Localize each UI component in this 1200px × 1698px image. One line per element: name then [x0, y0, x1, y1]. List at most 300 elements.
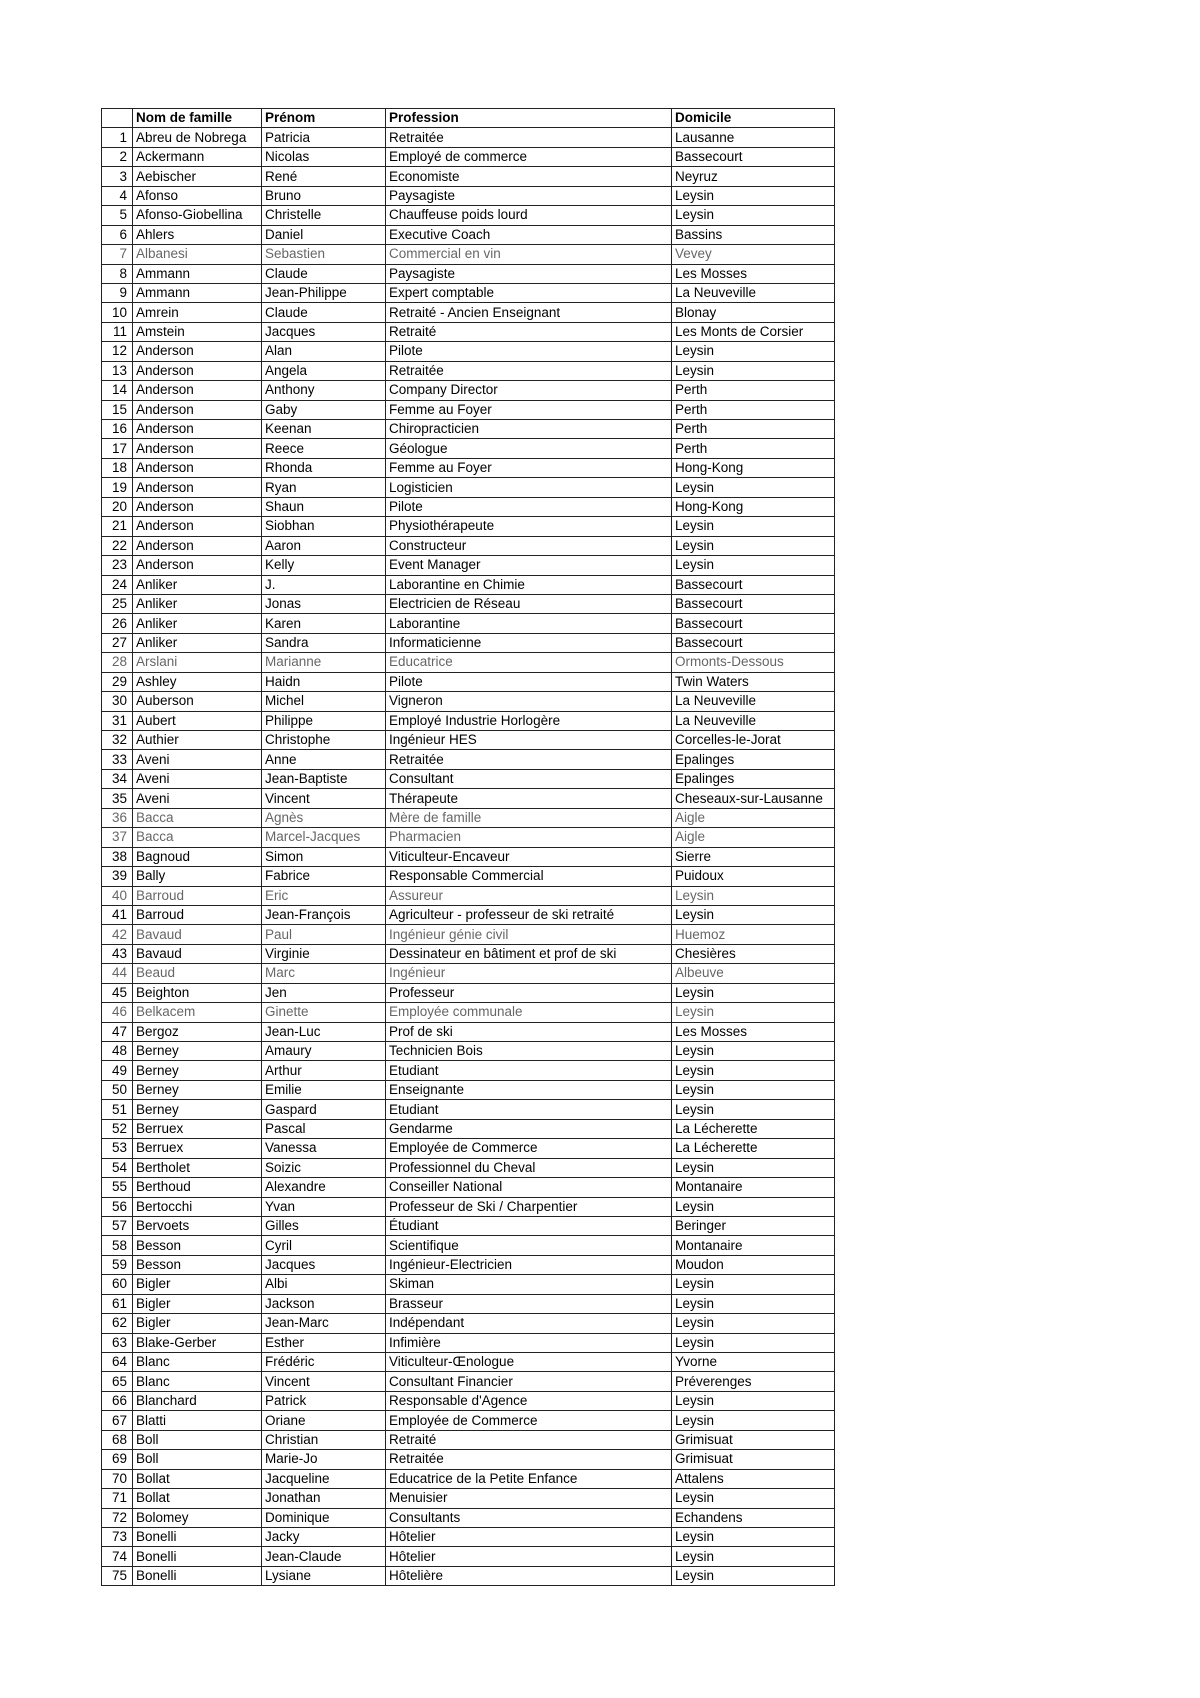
- nom-cell: Bacca: [133, 828, 262, 847]
- profession-cell: Executive Coach: [386, 225, 672, 244]
- profession-cell: Professeur: [386, 983, 672, 1002]
- nom-cell: Boll: [133, 1430, 262, 1449]
- row-index: 48: [102, 1042, 133, 1061]
- profession-cell: Retraité - Ancien Enseignant: [386, 303, 672, 322]
- nom-cell: Bigler: [133, 1314, 262, 1333]
- table-row: [102, 711, 835, 730]
- header-domicile: Domicile: [672, 109, 835, 128]
- nom-cell: Anderson: [133, 478, 262, 497]
- profession-cell: Infimière: [386, 1333, 672, 1352]
- table-row: [102, 128, 835, 147]
- nom-cell: Berney: [133, 1080, 262, 1099]
- domicile-cell: Epalinges: [672, 750, 835, 769]
- domicile-cell: Leysin: [672, 206, 835, 225]
- nom-cell: Barroud: [133, 886, 262, 905]
- nom-cell: Bollat: [133, 1489, 262, 1508]
- row-index: 19: [102, 478, 133, 497]
- profession-cell: Vigneron: [386, 692, 672, 711]
- table-row: [102, 575, 835, 594]
- header-nom: Nom de famille: [133, 109, 262, 128]
- row-index: 55: [102, 1178, 133, 1197]
- names-table: [101, 108, 835, 1586]
- prenom-cell: Jen: [262, 983, 386, 1002]
- nom-cell: Berney: [133, 1100, 262, 1119]
- prenom-cell: Albi: [262, 1275, 386, 1294]
- table-row: [102, 1255, 835, 1274]
- nom-cell: Anderson: [133, 420, 262, 439]
- row-index: 39: [102, 867, 133, 886]
- profession-cell: Brasseur: [386, 1294, 672, 1313]
- row-index: 32: [102, 731, 133, 750]
- table-row: [102, 536, 835, 555]
- table-row: [102, 594, 835, 613]
- domicile-cell: Bassecourt: [672, 575, 835, 594]
- row-index: 17: [102, 439, 133, 458]
- prenom-cell: Claude: [262, 303, 386, 322]
- domicile-cell: Leysin: [672, 1527, 835, 1546]
- row-index: 9: [102, 283, 133, 302]
- domicile-cell: Hong-Kong: [672, 497, 835, 516]
- row-index: 45: [102, 983, 133, 1002]
- profession-cell: Dessinateur en bâtiment et prof de ski: [386, 944, 672, 963]
- domicile-cell: La Neuveville: [672, 692, 835, 711]
- row-index: 53: [102, 1139, 133, 1158]
- nom-cell: Bergoz: [133, 1022, 262, 1041]
- prenom-cell: Yvan: [262, 1197, 386, 1216]
- nom-cell: Ammann: [133, 264, 262, 283]
- profession-cell: Expert comptable: [386, 283, 672, 302]
- prenom-cell: Frédéric: [262, 1353, 386, 1372]
- profession-cell: Assureur: [386, 886, 672, 905]
- prenom-cell: Bruno: [262, 186, 386, 205]
- profession-cell: Géologue: [386, 439, 672, 458]
- table-row: [102, 517, 835, 536]
- profession-cell: Ingénieur-Electricien: [386, 1255, 672, 1274]
- row-index: 27: [102, 633, 133, 652]
- prenom-cell: Jean-Marc: [262, 1314, 386, 1333]
- row-index: 47: [102, 1022, 133, 1041]
- table-row: [102, 400, 835, 419]
- table-row: [102, 672, 835, 691]
- domicile-cell: Grimisuat: [672, 1450, 835, 1469]
- prenom-cell: Agnès: [262, 808, 386, 827]
- prenom-cell: Jacques: [262, 322, 386, 341]
- prenom-cell: Angela: [262, 361, 386, 380]
- nom-cell: Anderson: [133, 439, 262, 458]
- domicile-cell: Leysin: [672, 1197, 835, 1216]
- profession-cell: Employée de Commerce: [386, 1139, 672, 1158]
- nom-cell: Aveni: [133, 769, 262, 788]
- row-index: 26: [102, 614, 133, 633]
- profession-cell: Retraitée: [386, 750, 672, 769]
- prenom-cell: Marc: [262, 964, 386, 983]
- prenom-cell: Jean-François: [262, 905, 386, 924]
- row-index: 22: [102, 536, 133, 555]
- profession-cell: Conseiller National: [386, 1178, 672, 1197]
- table-row: [102, 653, 835, 672]
- row-index: 25: [102, 594, 133, 613]
- row-index: 67: [102, 1411, 133, 1430]
- profession-cell: Ingénieur génie civil: [386, 925, 672, 944]
- prenom-cell: Michel: [262, 692, 386, 711]
- row-index: 28: [102, 653, 133, 672]
- prenom-cell: Jean-Baptiste: [262, 769, 386, 788]
- row-index: 59: [102, 1255, 133, 1274]
- table-row: [102, 1508, 835, 1527]
- domicile-cell: Leysin: [672, 517, 835, 536]
- profession-cell: Ingénieur: [386, 964, 672, 983]
- prenom-cell: Simon: [262, 847, 386, 866]
- profession-cell: Technicien Bois: [386, 1042, 672, 1061]
- table-row: [102, 1430, 835, 1449]
- profession-cell: Enseignante: [386, 1080, 672, 1099]
- prenom-cell: Jacqueline: [262, 1469, 386, 1488]
- nom-cell: Barroud: [133, 905, 262, 924]
- domicile-cell: Bassecourt: [672, 147, 835, 166]
- domicile-cell: Leysin: [672, 886, 835, 905]
- prenom-cell: Esther: [262, 1333, 386, 1352]
- header-profession: Profession: [386, 109, 672, 128]
- prenom-cell: Philippe: [262, 711, 386, 730]
- table-row: [102, 1216, 835, 1235]
- nom-cell: Anliker: [133, 575, 262, 594]
- profession-cell: Retraité: [386, 1430, 672, 1449]
- nom-cell: Beighton: [133, 983, 262, 1002]
- prenom-cell: Alan: [262, 342, 386, 361]
- prenom-cell: Gilles: [262, 1216, 386, 1235]
- table-row: [102, 886, 835, 905]
- prenom-cell: Eric: [262, 886, 386, 905]
- nom-cell: Bonelli: [133, 1566, 262, 1585]
- table-row: [102, 983, 835, 1002]
- nom-cell: Bigler: [133, 1294, 262, 1313]
- prenom-cell: Emilie: [262, 1080, 386, 1099]
- table-row: [102, 1469, 835, 1488]
- prenom-cell: Marie-Jo: [262, 1450, 386, 1469]
- row-index: 72: [102, 1508, 133, 1527]
- domicile-cell: Moudon: [672, 1255, 835, 1274]
- domicile-cell: Les Mosses: [672, 1022, 835, 1041]
- row-index: 3: [102, 167, 133, 186]
- profession-cell: Electricien de Réseau: [386, 594, 672, 613]
- table-row: [102, 1566, 835, 1585]
- domicile-cell: Huemoz: [672, 925, 835, 944]
- nom-cell: Bonelli: [133, 1547, 262, 1566]
- profession-cell: Paysagiste: [386, 264, 672, 283]
- table-row: [102, 1372, 835, 1391]
- table-row: [102, 1450, 835, 1469]
- nom-cell: Bollat: [133, 1469, 262, 1488]
- nom-cell: Anderson: [133, 536, 262, 555]
- domicile-cell: Sierre: [672, 847, 835, 866]
- domicile-cell: Bassecourt: [672, 633, 835, 652]
- domicile-cell: La Lécherette: [672, 1139, 835, 1158]
- profession-cell: Scientifique: [386, 1236, 672, 1255]
- domicile-cell: Leysin: [672, 186, 835, 205]
- profession-cell: Event Manager: [386, 556, 672, 575]
- nom-cell: Authier: [133, 731, 262, 750]
- table-row: [102, 147, 835, 166]
- nom-cell: Anliker: [133, 633, 262, 652]
- domicile-cell: La Neuveville: [672, 283, 835, 302]
- nom-cell: Anderson: [133, 400, 262, 419]
- nom-cell: Bavaud: [133, 944, 262, 963]
- domicile-cell: Leysin: [672, 1314, 835, 1333]
- domicile-cell: Corcelles-le-Jorat: [672, 731, 835, 750]
- row-index: 57: [102, 1216, 133, 1235]
- domicile-cell: Leysin: [672, 361, 835, 380]
- domicile-cell: Vevey: [672, 245, 835, 264]
- row-index: 7: [102, 245, 133, 264]
- domicile-cell: Hong-Kong: [672, 458, 835, 477]
- nom-cell: Besson: [133, 1255, 262, 1274]
- nom-cell: Bonelli: [133, 1527, 262, 1546]
- profession-cell: Educatrice: [386, 653, 672, 672]
- profession-cell: Commercial en vin: [386, 245, 672, 264]
- domicile-cell: Leysin: [672, 342, 835, 361]
- row-index: 10: [102, 303, 133, 322]
- prenom-cell: Sandra: [262, 633, 386, 652]
- nom-cell: Anderson: [133, 458, 262, 477]
- nom-cell: Abreu de Nobrega: [133, 128, 262, 147]
- profession-cell: Professeur de Ski / Charpentier: [386, 1197, 672, 1216]
- profession-cell: Ingénieur HES: [386, 731, 672, 750]
- row-index: 38: [102, 847, 133, 866]
- domicile-cell: Blonay: [672, 303, 835, 322]
- nom-cell: Berney: [133, 1042, 262, 1061]
- nom-cell: Bacca: [133, 808, 262, 827]
- prenom-cell: Cyril: [262, 1236, 386, 1255]
- profession-cell: Economiste: [386, 167, 672, 186]
- domicile-cell: Leysin: [672, 905, 835, 924]
- nom-cell: Aveni: [133, 789, 262, 808]
- profession-cell: Viticulteur-Encaveur: [386, 847, 672, 866]
- nom-cell: Bally: [133, 867, 262, 886]
- row-index: 5: [102, 206, 133, 225]
- table-row: [102, 944, 835, 963]
- prenom-cell: Anne: [262, 750, 386, 769]
- domicile-cell: Albeuve: [672, 964, 835, 983]
- domicile-cell: Attalens: [672, 1469, 835, 1488]
- prenom-cell: Anthony: [262, 381, 386, 400]
- profession-cell: Thérapeute: [386, 789, 672, 808]
- domicile-cell: Lausanne: [672, 128, 835, 147]
- prenom-cell: Patricia: [262, 128, 386, 147]
- prenom-cell: René: [262, 167, 386, 186]
- table-row: [102, 925, 835, 944]
- profession-cell: Consultants: [386, 1508, 672, 1527]
- nom-cell: Blanc: [133, 1372, 262, 1391]
- nom-cell: Berruex: [133, 1119, 262, 1138]
- domicile-cell: Leysin: [672, 983, 835, 1002]
- domicile-cell: Ormonts-Dessous: [672, 653, 835, 672]
- table-row: [102, 847, 835, 866]
- prenom-cell: Fabrice: [262, 867, 386, 886]
- row-index: 37: [102, 828, 133, 847]
- prenom-cell: Marianne: [262, 653, 386, 672]
- nom-cell: Berthoud: [133, 1178, 262, 1197]
- prenom-cell: Jacques: [262, 1255, 386, 1274]
- row-index: 24: [102, 575, 133, 594]
- table-row: [102, 1178, 835, 1197]
- row-index: 61: [102, 1294, 133, 1313]
- domicile-cell: Leysin: [672, 1566, 835, 1585]
- row-index: 12: [102, 342, 133, 361]
- row-index: 21: [102, 517, 133, 536]
- prenom-cell: Jonas: [262, 594, 386, 613]
- domicile-cell: Leysin: [672, 1489, 835, 1508]
- profession-cell: Logisticien: [386, 478, 672, 497]
- profession-cell: Femme au Foyer: [386, 458, 672, 477]
- domicile-cell: Leysin: [672, 1275, 835, 1294]
- row-index: 60: [102, 1275, 133, 1294]
- row-index: 1: [102, 128, 133, 147]
- table-body: [102, 128, 835, 1586]
- table-row: [102, 556, 835, 575]
- domicile-cell: Beringer: [672, 1216, 835, 1235]
- domicile-cell: Les Mosses: [672, 264, 835, 283]
- nom-cell: Aveni: [133, 750, 262, 769]
- row-index: 69: [102, 1450, 133, 1469]
- profession-cell: Laborantine en Chimie: [386, 575, 672, 594]
- nom-cell: Afonso: [133, 186, 262, 205]
- profession-cell: Retraitée: [386, 361, 672, 380]
- table-row: [102, 1489, 835, 1508]
- row-index: 74: [102, 1547, 133, 1566]
- prenom-cell: Siobhan: [262, 517, 386, 536]
- table-row: [102, 1061, 835, 1080]
- row-index: 50: [102, 1080, 133, 1099]
- row-index: 36: [102, 808, 133, 827]
- nom-cell: Beaud: [133, 964, 262, 983]
- profession-cell: Employé Industrie Horlogère: [386, 711, 672, 730]
- profession-cell: Pilote: [386, 497, 672, 516]
- prenom-cell: J.: [262, 575, 386, 594]
- profession-cell: Mère de famille: [386, 808, 672, 827]
- domicile-cell: Leysin: [672, 556, 835, 575]
- nom-cell: Ashley: [133, 672, 262, 691]
- table-row: [102, 964, 835, 983]
- row-index: 6: [102, 225, 133, 244]
- profession-cell: Informaticienne: [386, 633, 672, 652]
- profession-cell: Responsable d'Agence: [386, 1391, 672, 1410]
- nom-cell: Anderson: [133, 361, 262, 380]
- table-row: [102, 808, 835, 827]
- domicile-cell: Epalinges: [672, 769, 835, 788]
- profession-cell: Retraitée: [386, 1450, 672, 1469]
- row-index: 44: [102, 964, 133, 983]
- nom-cell: Berney: [133, 1061, 262, 1080]
- header-row: [102, 109, 835, 128]
- table-row: [102, 1119, 835, 1138]
- profession-cell: Pilote: [386, 342, 672, 361]
- nom-cell: Berruex: [133, 1139, 262, 1158]
- prenom-cell: Vincent: [262, 789, 386, 808]
- prenom-cell: Marcel-Jacques: [262, 828, 386, 847]
- profession-cell: Etudiant: [386, 1100, 672, 1119]
- profession-cell: Chiropracticien: [386, 420, 672, 439]
- nom-cell: Blanchard: [133, 1391, 262, 1410]
- domicile-cell: La Neuveville: [672, 711, 835, 730]
- prenom-cell: Claude: [262, 264, 386, 283]
- nom-cell: Bervoets: [133, 1216, 262, 1235]
- nom-cell: Bertocchi: [133, 1197, 262, 1216]
- prenom-cell: Patrick: [262, 1391, 386, 1410]
- profession-cell: Educatrice de la Petite Enfance: [386, 1469, 672, 1488]
- table-row: [102, 1158, 835, 1177]
- domicile-cell: Cheseaux-sur-Lausanne: [672, 789, 835, 808]
- nom-cell: Boll: [133, 1450, 262, 1469]
- nom-cell: Anderson: [133, 556, 262, 575]
- prenom-cell: Pascal: [262, 1119, 386, 1138]
- table-row: [102, 1275, 835, 1294]
- prenom-cell: Amaury: [262, 1042, 386, 1061]
- row-index: 65: [102, 1372, 133, 1391]
- prenom-cell: Jean-Philippe: [262, 283, 386, 302]
- row-index: 30: [102, 692, 133, 711]
- row-index: 35: [102, 789, 133, 808]
- prenom-cell: Arthur: [262, 1061, 386, 1080]
- profession-cell: Hôtelier: [386, 1527, 672, 1546]
- domicile-cell: Les Monts de Corsier: [672, 322, 835, 341]
- domicile-cell: Leysin: [672, 1547, 835, 1566]
- table-row: [102, 420, 835, 439]
- profession-cell: Responsable Commercial: [386, 867, 672, 886]
- prenom-cell: Christophe: [262, 731, 386, 750]
- nom-cell: Auberson: [133, 692, 262, 711]
- table-row: [102, 789, 835, 808]
- profession-cell: Retraitée: [386, 128, 672, 147]
- prenom-cell: Soizic: [262, 1158, 386, 1177]
- nom-cell: Blake-Gerber: [133, 1333, 262, 1352]
- table-row: [102, 750, 835, 769]
- row-index: 51: [102, 1100, 133, 1119]
- prenom-cell: Ginette: [262, 1003, 386, 1022]
- domicile-cell: La Lécherette: [672, 1119, 835, 1138]
- profession-cell: Etudiant: [386, 1061, 672, 1080]
- domicile-cell: Puidoux: [672, 867, 835, 886]
- domicile-cell: Leysin: [672, 1158, 835, 1177]
- header-prenom: Prénom: [262, 109, 386, 128]
- row-index: 18: [102, 458, 133, 477]
- nom-cell: Belkacem: [133, 1003, 262, 1022]
- table-row: [102, 458, 835, 477]
- prenom-cell: Karen: [262, 614, 386, 633]
- prenom-cell: Ryan: [262, 478, 386, 497]
- nom-cell: Bolomey: [133, 1508, 262, 1527]
- domicile-cell: Chesières: [672, 944, 835, 963]
- prenom-cell: Kelly: [262, 556, 386, 575]
- nom-cell: Blatti: [133, 1411, 262, 1430]
- prenom-cell: Haidn: [262, 672, 386, 691]
- nom-cell: Anliker: [133, 594, 262, 613]
- domicile-cell: Yvorne: [672, 1353, 835, 1372]
- row-index: 56: [102, 1197, 133, 1216]
- profession-cell: Hôtelier: [386, 1547, 672, 1566]
- domicile-cell: Leysin: [672, 536, 835, 555]
- prenom-cell: Daniel: [262, 225, 386, 244]
- row-index: 63: [102, 1333, 133, 1352]
- prenom-cell: Gaby: [262, 400, 386, 419]
- domicile-cell: Leysin: [672, 1411, 835, 1430]
- domicile-cell: Twin Waters: [672, 672, 835, 691]
- profession-cell: Pharmacien: [386, 828, 672, 847]
- prenom-cell: Christian: [262, 1430, 386, 1449]
- row-index: 23: [102, 556, 133, 575]
- table-row: [102, 1547, 835, 1566]
- table-row: [102, 1003, 835, 1022]
- domicile-cell: Leysin: [672, 1100, 835, 1119]
